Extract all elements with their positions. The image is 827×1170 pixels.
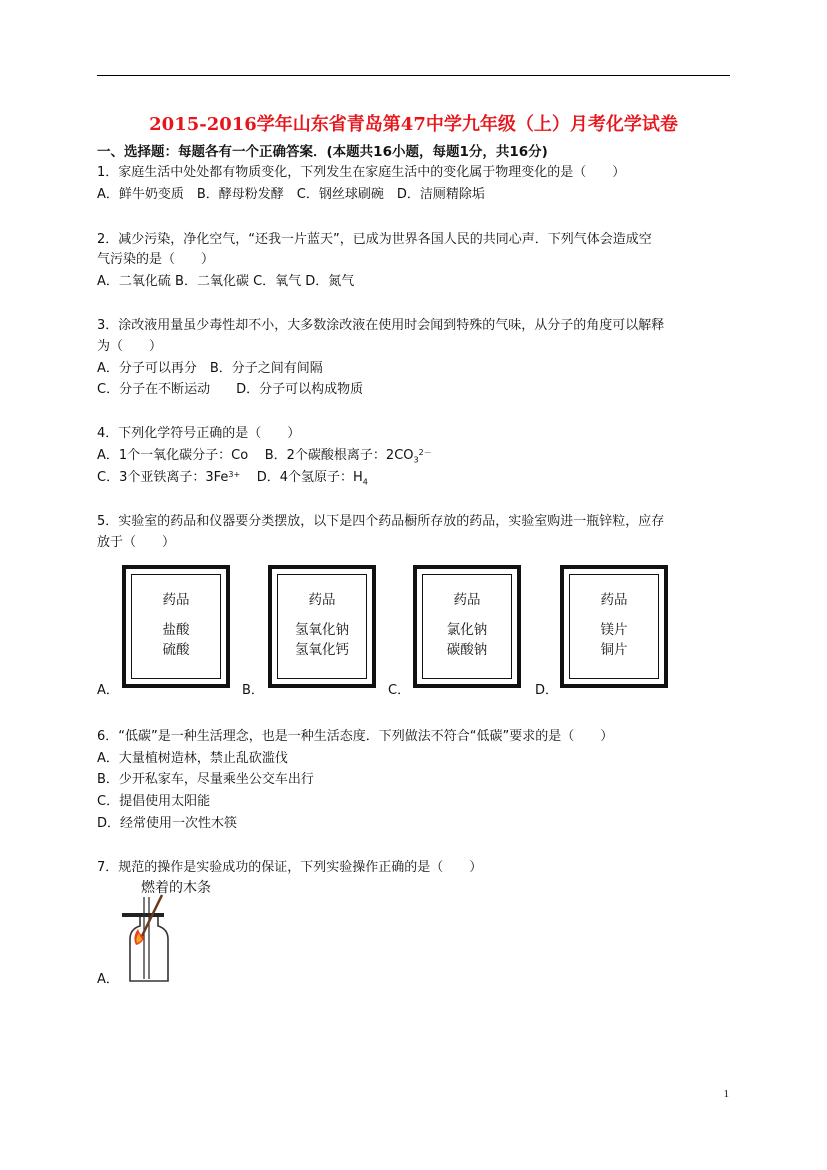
q1-options: A．鲜牛奶变质 B．酵母粉发酵 C．钢丝球刷碗 D．洁厕精除垢 <box>97 187 485 202</box>
q4-option-b-sub: 3 <box>413 455 419 465</box>
glass-plate <box>122 913 164 917</box>
shelf-b <box>268 565 376 688</box>
shelf-d-item1: 镁片 <box>600 622 628 638</box>
shelf-a-item1: 盐酸 <box>162 622 190 638</box>
q7-option-a: A． <box>97 972 119 987</box>
q4-option-d <box>257 470 368 485</box>
q6-option-c: C．提倡使用太阳能 <box>97 794 211 809</box>
shelf-a-item2: 硫酸 <box>162 642 190 658</box>
q2-options: A．二氧化硫 B．二氧化碳 C．氧气 D．氮气 <box>97 274 355 289</box>
shelf-d-header: 药品 <box>600 592 628 608</box>
shelf-b-item1: 氢氧化钠 <box>295 622 349 638</box>
shelf-d-item2: 铜片 <box>600 642 628 658</box>
q4-option-c-text: C．3个亚铁离子：3Fe <box>97 470 229 485</box>
q5-label-c: C． <box>388 683 411 698</box>
shelf-c-header: 药品 <box>453 592 481 608</box>
shelf-a <box>122 565 230 688</box>
header-rule <box>97 75 730 76</box>
q3-options-ab: A．分子可以再分 B．分子之间有间隔 <box>97 361 323 376</box>
q4-option-d-text: D．4个氢原子：H <box>256 470 363 485</box>
gas-bottle-figure <box>118 893 188 985</box>
shelf-b-header: 药品 <box>308 592 336 608</box>
q4-option-c <box>97 470 240 485</box>
q6-option-a: A．大量植树造林，禁止乱砍滥伐 <box>97 751 288 766</box>
q4-option-b-sup: 2－ <box>418 448 432 457</box>
q5-stem-line2: 放于（ ） <box>97 535 176 550</box>
q4-option-b-text: B．2个碳酸根离子：2CO <box>264 448 414 463</box>
q4-option-a: A．1个一氧化碳分子：Co <box>97 448 249 463</box>
q5-label-d: D． <box>535 683 559 698</box>
q6-option-b: B．少开私家车，尽量乘坐公交车出行 <box>97 772 314 787</box>
q4-option-d-sub: 4 <box>362 477 368 487</box>
q6-option-d: D．经常使用一次性木筷 <box>97 816 238 831</box>
shelf-a-header: 药品 <box>162 592 190 608</box>
q6-stem: 6．“低碳”是一种生活理念，也是一种生活态度．下列做法不符合“低碳”要求的是（ ） <box>97 729 614 744</box>
q4-option-c-sup: 3+ <box>228 470 241 479</box>
shelf-c-item1: 氯化钠 <box>446 622 488 638</box>
q2-stem-line2: 气污染的是（ ） <box>97 252 215 267</box>
q2-stem-line1: 2．减少污染，净化空气，“还我一片蓝天”，已成为世界各国人民的共同心声．下列气体会造成空 <box>97 232 652 247</box>
q3-stem-line2: 为（ ） <box>97 339 163 354</box>
q5-stem-line1: 5．实验室的药品和仪器要分类摆放，以下是四个药品橱所存放的药品，实验室购进一瓶锌粒，应存 <box>97 514 665 529</box>
page-number: 1 <box>723 1088 729 1100</box>
q1-stem: 1．家庭生活中处处都有物质变化，下列发生在家庭生活中的变化属于物理变化的是（ ） <box>97 165 626 180</box>
q4-options-ab <box>97 447 432 470</box>
q7-stem: 7．规范的操作是实验成功的保证，下列实验操作正确的是（ ） <box>97 860 483 875</box>
q5-label-b: B． <box>242 683 264 698</box>
q4-option-b <box>265 448 432 463</box>
q3-stem-line1: 3．涂改液用量虽少毒性却不小，大多数涂改液在使用时会闻到特殊的气味，从分子的角度可以解释 <box>97 318 665 333</box>
q7-figure-caption: 燃着的木条 <box>141 880 211 896</box>
q3-options-cd: C．分子在不断运动 D．分子可以构成物质 <box>97 382 364 397</box>
q4-stem: 4．下列化学符号正确的是（ ） <box>97 426 301 441</box>
shelf-d <box>560 565 668 688</box>
shelf-c-item2: 碳酸钠 <box>446 642 488 658</box>
shelf-b-item2: 氢氧化钙 <box>295 642 349 658</box>
shelf-c <box>413 565 521 688</box>
section-heading: 一、选择题：每题各有一个正确答案．(本题共16小题，每题1分，共16分) <box>97 144 548 160</box>
q5-label-a: A． <box>97 683 119 698</box>
q4-options-cd <box>97 469 368 492</box>
page-title: 2015-2016学年山东省青岛第47中学九年级（上）月考化学试卷 <box>149 114 678 135</box>
